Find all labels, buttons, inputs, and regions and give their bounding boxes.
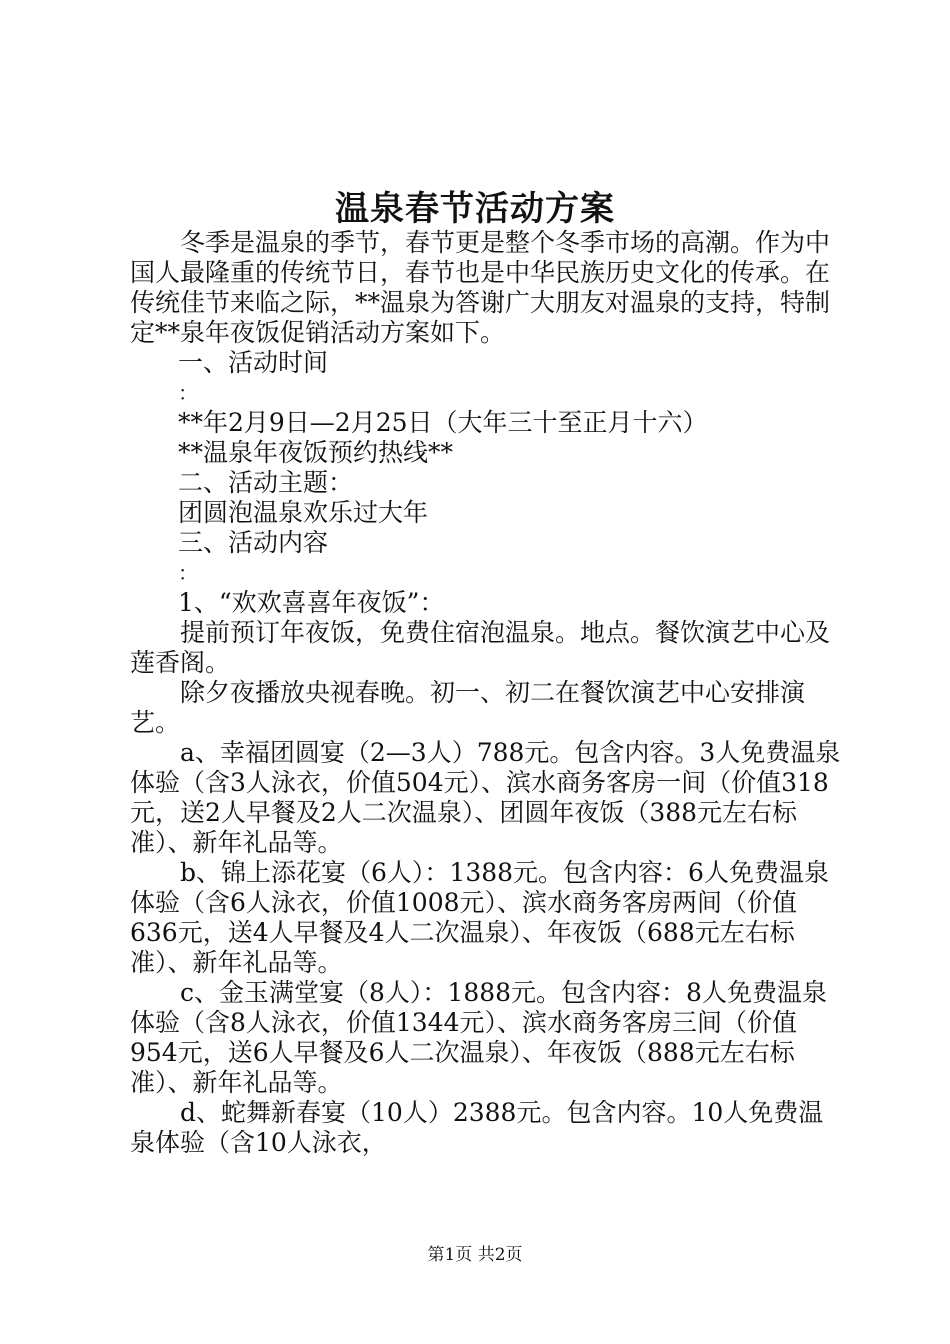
page-footer: 第1页 共2页 (427, 1245, 523, 1265)
section-heading-theme: 二、活动主题： (178, 468, 354, 497)
colon-line: ： (178, 381, 198, 405)
document-title: 温泉春节活动方案 (335, 189, 615, 229)
section-heading-time: 一、活动时间 (178, 348, 329, 377)
colon-line: ： (178, 561, 198, 585)
package-paragraph: c、金玉满堂宴（8人）：1888元。包含内容：8人免费温泉体验（含8人泳衣，价值1344元）、滨水商务客房三间（价值954元，送6人早餐及6人二次温泉）、年夜饭（888元左右标准）、新年礼品等。 (130, 978, 827, 1097)
package-paragraph: b、锦上添花宴（6人）：1388元。包含内容：6人免费温泉体验（含6人泳衣，价值1008元）、滨水商务客房两间（价值636元，送4人早餐及4人二次温泉）、年夜饭（688元左右标准）、新年礼品等。 (130, 858, 829, 977)
body-paragraph: 除夕夜播放央视春晚。初一、初二在餐饮演艺中心安排演艺。 (130, 678, 806, 737)
document-body (130, 228, 842, 1158)
event-dates: **年2月9日—2月25日（大年三十至正月十六） (178, 408, 708, 437)
intro-paragraph: 冬季是温泉的季节，春节更是整个冬季市场的高潮。作为中国人最隆重的传统节日，春节也是中华民族历史文化的传承。在传统佳节来临之际，**温泉为答谢广大朋友对温泉的支持，特制定**泉年夜饭促销活动方案如下。 (130, 228, 831, 347)
package-paragraph: d、蛇舞新春宴（10人）2388元。包含内容。10人免费温泉体验（含10人泳衣， (130, 1098, 824, 1157)
body-paragraph: 提前预订年夜饭，免费住宿泡温泉。地点。餐饮演艺中心及莲香阁。 (130, 618, 831, 677)
theme-text: 团圆泡温泉欢乐过大年 (178, 498, 429, 527)
reservation-hotline: **温泉年夜饭预约热线** (178, 438, 454, 467)
item-heading: 1、“欢欢喜喜年夜饭”： (178, 588, 445, 617)
section-heading-content: 三、活动内容 (178, 528, 329, 557)
package-paragraph: a、幸福团圆宴（2—3人）788元。包含内容。3人免费温泉体验（含3人泳衣，价值504元）、滨水商务客房一间（价值318元，送2人早餐及2人二次温泉）、团圆年夜饭（388元左右标准）、新年礼品等。 (130, 738, 841, 857)
